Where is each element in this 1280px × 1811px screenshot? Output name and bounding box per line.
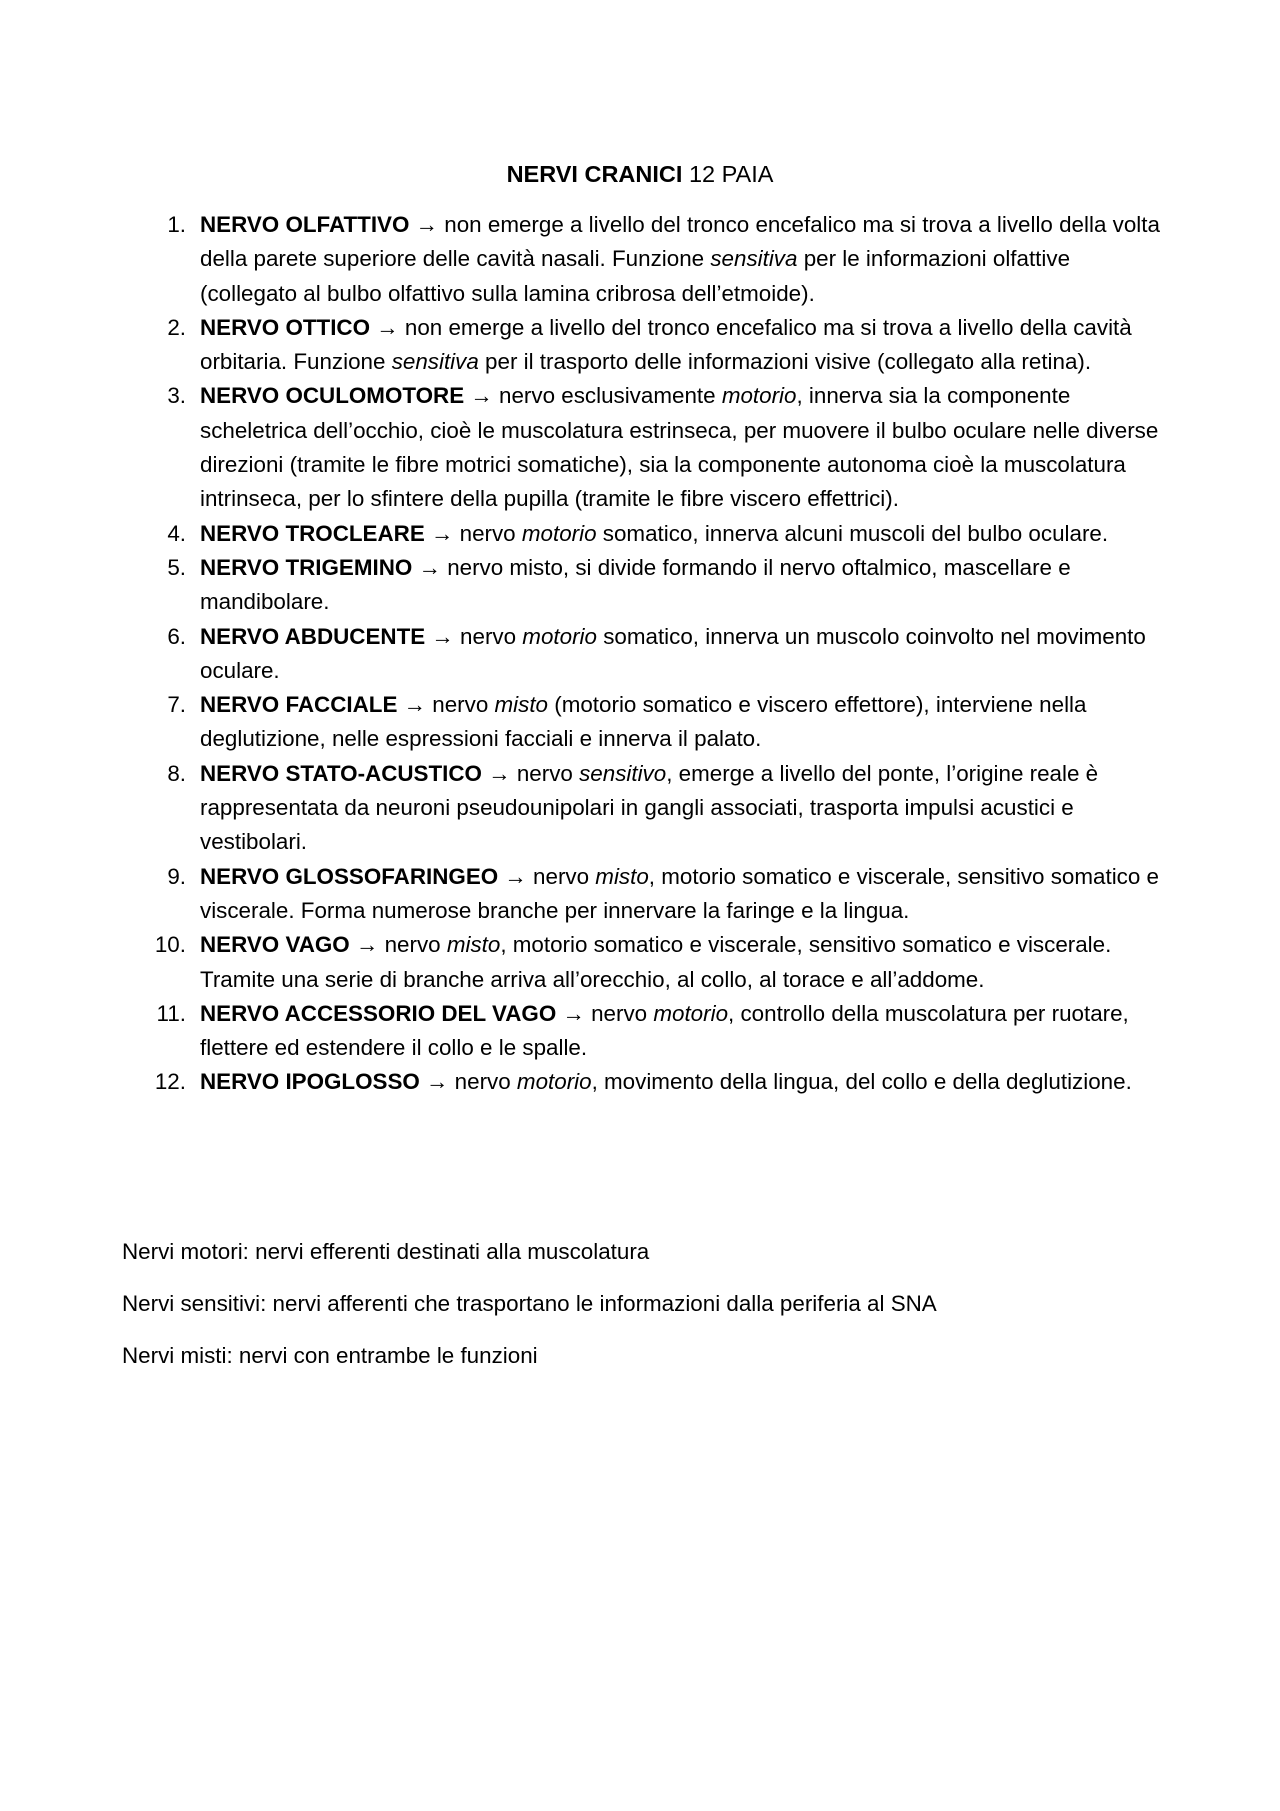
- nerve-name: NERVO TRIGEMINO: [200, 554, 413, 580]
- nerve-description: nervo esclusivamente: [499, 383, 716, 409]
- title-sub: 12 PAIA: [688, 161, 774, 187]
- arrow-right-icon: →: [426, 1069, 449, 1095]
- nerve-type-note: Nervi sensitivi: nervi afferenti che trasportano le informazioni dalla periferia al SNA: [122, 1291, 937, 1316]
- nerve-description: nervo misto, si divide formando il nervo oftalmico, mascellare e mandibolare.: [200, 554, 1071, 615]
- nerve-number: 10.: [154, 932, 186, 958]
- nerve-item: [154, 928, 1170, 997]
- nerve-description: nervo: [454, 1069, 511, 1095]
- nerve-name: NERVO OCULOMOTORE: [200, 383, 465, 409]
- nerve-description-continued: , motorio somatico e viscerale, sensitivo somatico e viscerale. Tramite una serie di branche arriva all’orecchio, al collo, al torace e all’addome.: [200, 932, 1112, 992]
- nerve-name: NERVO ACCESSORIO DEL VAGO: [200, 1000, 557, 1026]
- nerve-function-type: motorio: [721, 383, 797, 409]
- nerve-description: nervo: [459, 520, 516, 546]
- nerve-number: 2.: [167, 314, 186, 340]
- nerve-item: [154, 1065, 1170, 1099]
- nerve-list: [154, 208, 1170, 1100]
- nerve-type-notes: [122, 1235, 1182, 1391]
- nerve-item: [167, 208, 1170, 311]
- arrow-right-icon: →: [504, 863, 527, 889]
- nerve-function-type: misto: [595, 863, 649, 889]
- nerve-function-type: motorio: [516, 1069, 592, 1095]
- arrow-right-icon: →: [355, 932, 379, 958]
- nerve-description: nervo: [516, 760, 573, 786]
- nerve-description-continued: (motorio somatico e viscero effettore), interviene nella deglutizione, nelle espressioni facciali e innerva il palato.: [200, 692, 1087, 752]
- nerve-function-type: sensitivo: [579, 760, 667, 786]
- nerve-type-note: Nervi motori: nervi efferenti destinati alla muscolatura: [122, 1239, 650, 1264]
- nerve-number: 3.: [167, 383, 186, 409]
- nerve-name: NERVO OLFATTIVO: [200, 212, 410, 237]
- nerve-number: 1.: [167, 212, 186, 237]
- nerve-name: NERVO FACCIALE: [200, 692, 398, 718]
- nerve-number: 11.: [156, 1000, 186, 1026]
- nerve-description-continued: somatico, innerva un muscolo coinvolto nel movimento oculare.: [200, 623, 1146, 683]
- nerve-number: 5.: [167, 554, 186, 580]
- nerve-description-continued: per il trasporto delle informazioni visive (collegato alla retina).: [485, 349, 1092, 375]
- nerve-description: nervo: [533, 863, 590, 889]
- nerve-function-type: sensitiva: [710, 246, 798, 272]
- nerve-description-continued: somatico, innerva alcuni muscoli del bulbo oculare.: [602, 520, 1109, 546]
- nerve-number: 9.: [167, 863, 186, 889]
- nerve-number: 8.: [167, 760, 186, 786]
- nerve-name: NERVO TROCLEARE: [200, 520, 425, 546]
- nerve-description: nervo: [384, 932, 441, 958]
- arrow-right-icon: →: [418, 554, 441, 580]
- nerve-name: NERVO OTTICO: [200, 314, 371, 340]
- nerve-item: [167, 551, 1170, 620]
- nerve-type-note: Nervi misti: nervi con entrambe le funzioni: [122, 1343, 538, 1368]
- nerve-name: NERVO VAGO: [200, 932, 350, 958]
- arrow-right-icon: →: [403, 692, 427, 718]
- page-title: [0, 156, 1280, 192]
- nerve-name: NERVO GLOSSOFARINGEO: [200, 863, 499, 889]
- nerve-item: [167, 311, 1170, 380]
- nerve-description-continued: , emerge a livello del ponte, l’origine reale è rappresentata da neuroni pseudounipolari in gangli associati, trasporta impulsi acustici e vestibolari.: [200, 760, 1099, 855]
- arrow-right-icon: →: [562, 1000, 585, 1026]
- nerve-description: non emerge a livello del tronco encefalico ma si trova a livello della volta della parete superiore delle cavità nasali. Funzione: [200, 212, 1160, 272]
- nerve-function-type: misto: [446, 932, 501, 958]
- nerve-number: 7.: [167, 692, 186, 718]
- nerve-description: nervo: [432, 692, 489, 718]
- title-main: NERVI CRANICI: [506, 161, 683, 187]
- arrow-right-icon: →: [470, 383, 493, 409]
- arrow-right-icon: →: [415, 212, 439, 237]
- nerve-description-continued: per le informazioni olfattive (collegato al bulbo olfattivo sulla lamina cribrosa dell’etmoide).: [200, 246, 1071, 306]
- arrow-right-icon: →: [431, 623, 454, 649]
- nerve-function-type: misto: [494, 692, 549, 718]
- nerve-name: NERVO ABDUCENTE: [200, 623, 426, 649]
- nerve-description-continued: , controllo della muscolatura per ruotare, flettere ed estendere il collo e le spalle.: [200, 1000, 1129, 1061]
- arrow-right-icon: →: [488, 760, 511, 786]
- nerve-description: non emerge a livello del tronco encefalico ma si trova a livello della cavità orbitaria. Funzione: [200, 314, 1132, 375]
- nerve-item: [167, 620, 1170, 689]
- nerve-function-type: motorio: [522, 623, 597, 649]
- nerve-item: [167, 688, 1170, 757]
- nerve-description: nervo: [460, 623, 517, 649]
- arrow-right-icon: →: [376, 314, 399, 340]
- arrow-right-icon: →: [431, 520, 454, 546]
- nerve-description-continued: , movimento della lingua, del collo e della deglutizione.: [591, 1069, 1132, 1095]
- nerve-function-type: motorio: [653, 1000, 729, 1026]
- nerve-item: [156, 997, 1170, 1066]
- nerve-item: [167, 860, 1170, 929]
- nerve-function-type: sensitiva: [391, 349, 479, 375]
- nerve-item: [167, 757, 1170, 860]
- nerve-item: [167, 379, 1170, 516]
- nerve-number: 4.: [167, 520, 186, 546]
- nerve-description: nervo: [591, 1000, 648, 1026]
- nerve-number: 12.: [154, 1069, 186, 1095]
- nerve-name: NERVO IPOGLOSSO: [200, 1069, 420, 1095]
- nerve-description-continued: , motorio somatico e viscerale, sensitivo somatico e viscerale. Forma numerose branche per innervare la faringe e la lingua.: [200, 863, 1160, 923]
- nerve-item: [167, 517, 1170, 551]
- nerve-name: NERVO STATO-ACUSTICO: [200, 760, 482, 786]
- nerve-description-continued: , innerva sia la componente scheletrica dell’occhio, cioè le muscolatura estrinseca, per muovere il bulbo oculare nelle diverse direzioni (tramite le fibre motrici somatiche), sia la componente autonoma cioè la muscolatura intrinseca, per lo sfintere della pupilla (tramite le fibre viscero effettrici).: [200, 383, 1159, 512]
- nerve-function-type: motorio: [521, 520, 597, 546]
- nerve-number: 6.: [167, 623, 186, 649]
